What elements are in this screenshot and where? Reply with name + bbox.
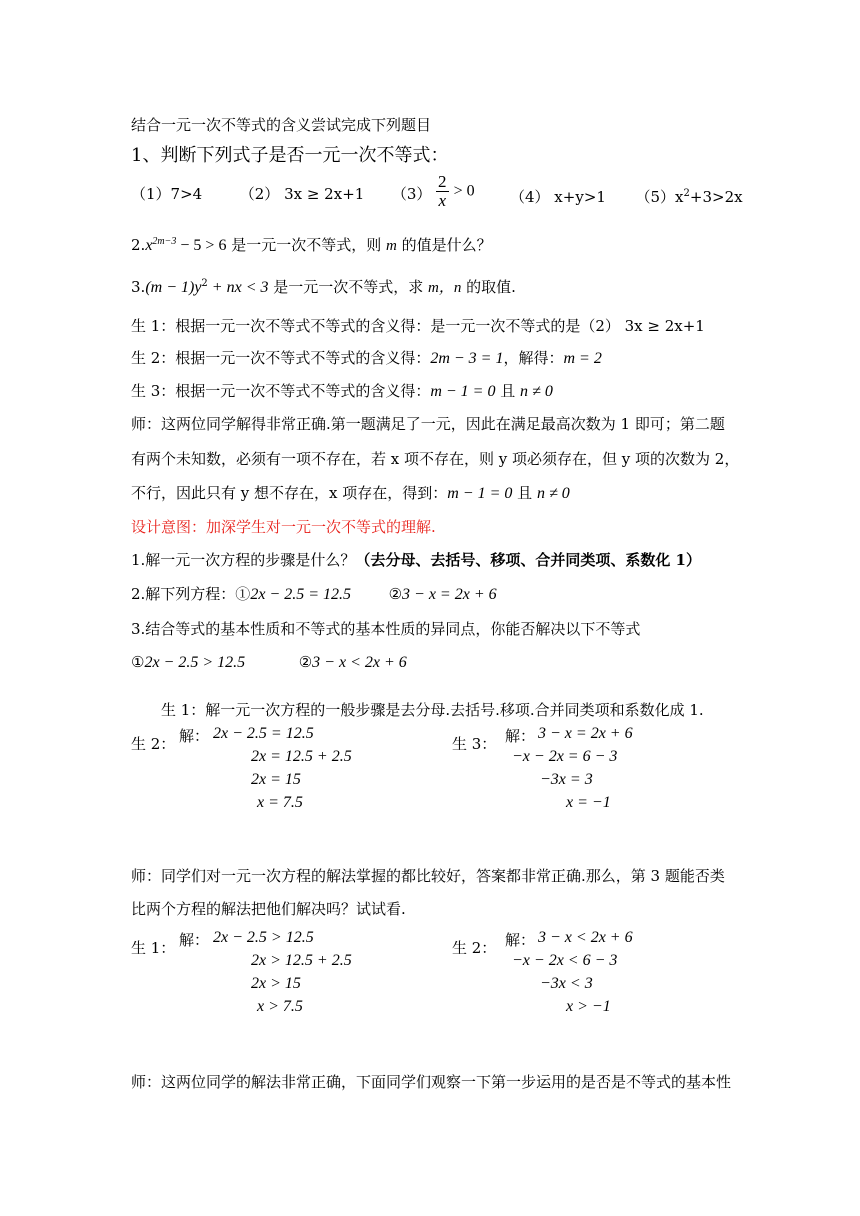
solution-block-c: 生 1： 解： 2x − 2.5 > 12.5 2x > 12.5 + 2.5 2x > 15 x > 7.5: [131, 929, 352, 1015]
item-1: （1）7>4: [131, 185, 203, 203]
item-3-fraction: $\frac{2}{x}$ > 0: [438, 172, 475, 210]
item-5: （5）x: [635, 188, 684, 206]
design-intent: 设计意图：加深学生对一元一次不等式的理解.: [131, 518, 436, 536]
student-3-answer: 生 3：根据一元一次不等式不等式的含义得：m − 1 = 0 且 n ≠ 0: [131, 382, 553, 400]
solution-block-a: 生 2： 解： 2x − 2.5 = 12.5 2x = 12.5 + 2.5 2x = 15 x = 7.5: [131, 725, 352, 811]
intro-text: 结合一元一次不等式的含义尝试完成下列题目: [131, 116, 432, 134]
teacher-comment-3: 师：这两位同学的解法非常正确，下面同学们观察一下第一步运用的是否是不等式的基本性: [131, 1073, 732, 1091]
question-2: $2.x^{2m-3} - 5 > 6$ 是一元一次不等式，则 m 的值是什么？: [131, 236, 492, 254]
prompt-2: 2.解下列方程：①2x − 2.5 = 12.5 ②3 − x = 2x + 6: [131, 585, 497, 603]
teacher-comment-2a: 师：同学们对一元一次方程的解法掌握的都比较好，答案都非常正确.那么，第 3 题能否类: [131, 867, 725, 885]
student-2-answer: 生 2：根据一元一次不等式不等式的含义得：2m − 3 = 1，解得：m = 2: [131, 349, 602, 367]
teacher-comment-2b: 比两个方程的解法把他们解决吗？试试看.: [131, 900, 406, 918]
question-3: $3.(m - 1)y^2$ + nx < 3 是一元一次不等式，求 m，n 的取值.: [131, 278, 516, 296]
question-1-items: [131, 184, 444, 204]
solution-block-b: 生 3： 解： 3 − x = 2x + 6 −x − 2x = 6 − 3 −3x = 3 x = −1: [452, 725, 633, 811]
items-4-5: （4） x+y>1 $(5)x^2+3>2x$: [510, 188, 743, 206]
prompt-3: 3.结合等式的基本性质和不等式的基本性质的异同点，你能否解决以下不等式: [131, 620, 641, 638]
prompt-1: 1.解一元一次方程的步骤是什么？（去分母、去括号、移项、合并同类项、系数化 1）: [131, 551, 701, 569]
solution-block-d: 生 2： 解： 3 − x < 2x + 6 −x − 2x < 6 − 3 −3x < 3 x > −1: [452, 929, 633, 1015]
prompt-3-inequalities: ①2x − 2.5 > 12.5 ②3 − x < 2x + 6: [131, 653, 407, 671]
teacher-comment-1c: 不行，因此只有 y 想不存在，x 项存在，得到：m − 1 = 0 且 n ≠ 0: [131, 484, 570, 502]
student-1-steps-answer: 生 1：解一元一次方程的一般步骤是去分母.去括号.移项.合并同类项和系数化成 1.: [161, 701, 704, 719]
teacher-comment-1a: 师：这两位同学解得非常正确.第一题满足了一元，因此在满足最高次数为 1 即可；第二题: [131, 415, 725, 433]
item-3-label: （3）: [391, 185, 432, 203]
question-1-title: 1、判断下列式子是否一元一次不等式：: [131, 145, 449, 166]
student-1-answer: 生 1：根据一元一次不等式不等式的含义得：是一元一次不等式的是（2） 3x ≥ 2x+1: [131, 317, 705, 335]
item-4: （4） x+y>1: [510, 188, 606, 206]
teacher-comment-1b: 有两个未知数，必须有一项不存在，若 x 项不存在，则 y 项必须存在，但 y 项的次数为 2，: [131, 450, 740, 468]
item-2: （2） 3x ≥ 2x+1: [239, 185, 365, 203]
